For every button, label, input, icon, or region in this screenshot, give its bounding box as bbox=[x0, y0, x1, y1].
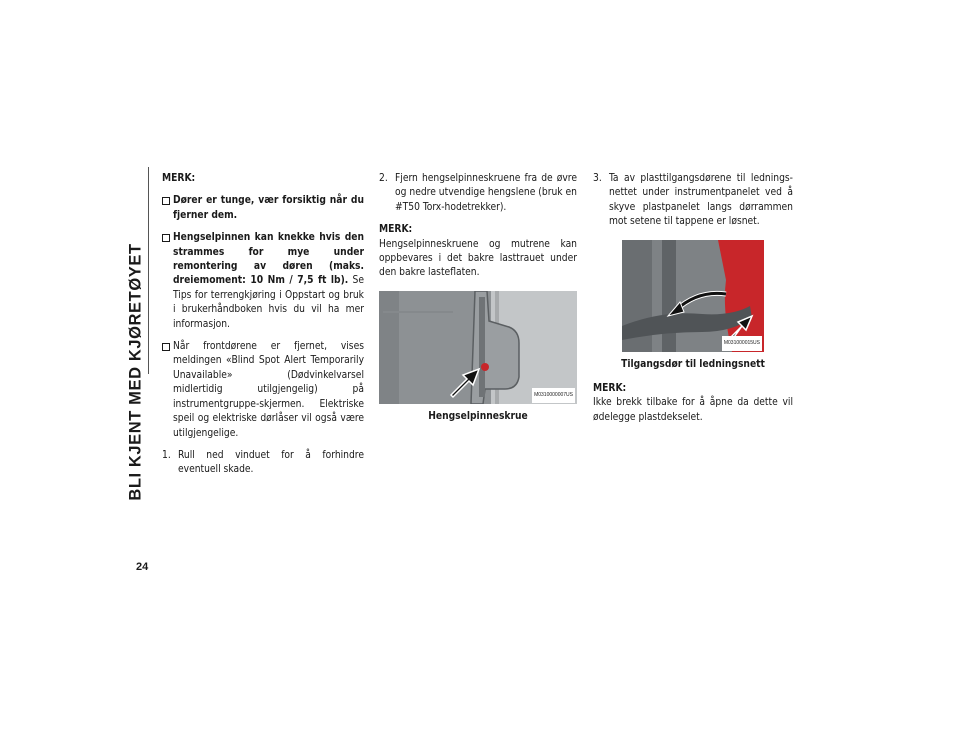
note-text: Hengselpinneskruene og mutrene kan oppbevares i det bakre lasttrauet under den bakre lasteflaten. bbox=[379, 238, 577, 279]
step-text: Fjern hengselpinneskruene fra de øvre og nedre utvendige hengslene (bruk en #T50 Torx-hodetrekker). bbox=[395, 173, 577, 213]
checkbox-bullet-icon bbox=[162, 234, 170, 242]
bullet-item bbox=[162, 340, 364, 441]
bullet-text-bold: Hengselpinnen kan knekke hvis den strammes for mye under remontering av døren (maks. dreiemoment: 10 Nm / 7,5 ft lb). bbox=[173, 232, 364, 287]
chapter-title: BLI KJENT MED KJØRETØYET bbox=[126, 243, 145, 501]
step-item bbox=[162, 449, 364, 478]
note-label: MERK: bbox=[379, 224, 413, 236]
bullet-text: Dører er tunge, vær forsiktig når du fjerner dem. bbox=[173, 195, 364, 221]
chapter-rule bbox=[148, 167, 149, 374]
column-2 bbox=[379, 172, 577, 424]
column-3 bbox=[593, 172, 793, 425]
figure-caption: Tilgangsdør til ledningsnett bbox=[621, 358, 765, 370]
step-item bbox=[379, 172, 577, 215]
step-number: 2. bbox=[379, 173, 388, 184]
hinge-photo-illustration bbox=[379, 291, 577, 404]
figure-code: M031000015US bbox=[722, 336, 762, 350]
step-number: 3. bbox=[593, 173, 602, 184]
bullet-text: Når frontdørene er fjernet, vises meldingen «Blind Spot Alert Temporarily Unavailable» (Dødvinkelvarsel midlertidig utilgjengelig) på instrumentgruppe-skjermen. Elektriske speil og elektriske dørlåser vil også være utilgjengelige. bbox=[173, 341, 364, 439]
step-item bbox=[593, 172, 793, 230]
access-door-illustration bbox=[622, 240, 764, 352]
bullet-item bbox=[162, 231, 364, 332]
bullet-item bbox=[162, 194, 364, 223]
hinge-pin-screw-photo bbox=[379, 291, 577, 404]
checkbox-bullet-icon bbox=[162, 197, 170, 205]
page-number: 24 bbox=[136, 561, 149, 573]
step-text: Rull ned vinduet for å forhindre eventuell skade. bbox=[178, 449, 364, 476]
figure-code: M0310000007US bbox=[532, 388, 575, 402]
note-label: MERK: bbox=[593, 383, 627, 395]
note-label: MERK: bbox=[162, 173, 196, 184]
bullet-text: Se Tips for terrengkjøring i Oppstart og bruk i brukerhåndboken hvis du vil ha mer informasjon. bbox=[173, 275, 365, 330]
column-1 bbox=[162, 172, 364, 486]
checkbox-bullet-icon bbox=[162, 343, 170, 351]
wiring-access-door-photo bbox=[622, 240, 764, 352]
figure-caption: Hengselpinneskrue bbox=[428, 410, 528, 422]
step-number: 1. bbox=[162, 449, 171, 461]
note-text: Ikke brekk tilbake for å åpne da dette vil ødelegge plastdekselet. bbox=[593, 397, 793, 423]
step-text: Ta av plasttilgangsdørene til lednings-nettet under instrumentpanelet ved å skyve plastpanelet langs dørrammen mot setene til tappene er løsnet. bbox=[609, 173, 793, 228]
